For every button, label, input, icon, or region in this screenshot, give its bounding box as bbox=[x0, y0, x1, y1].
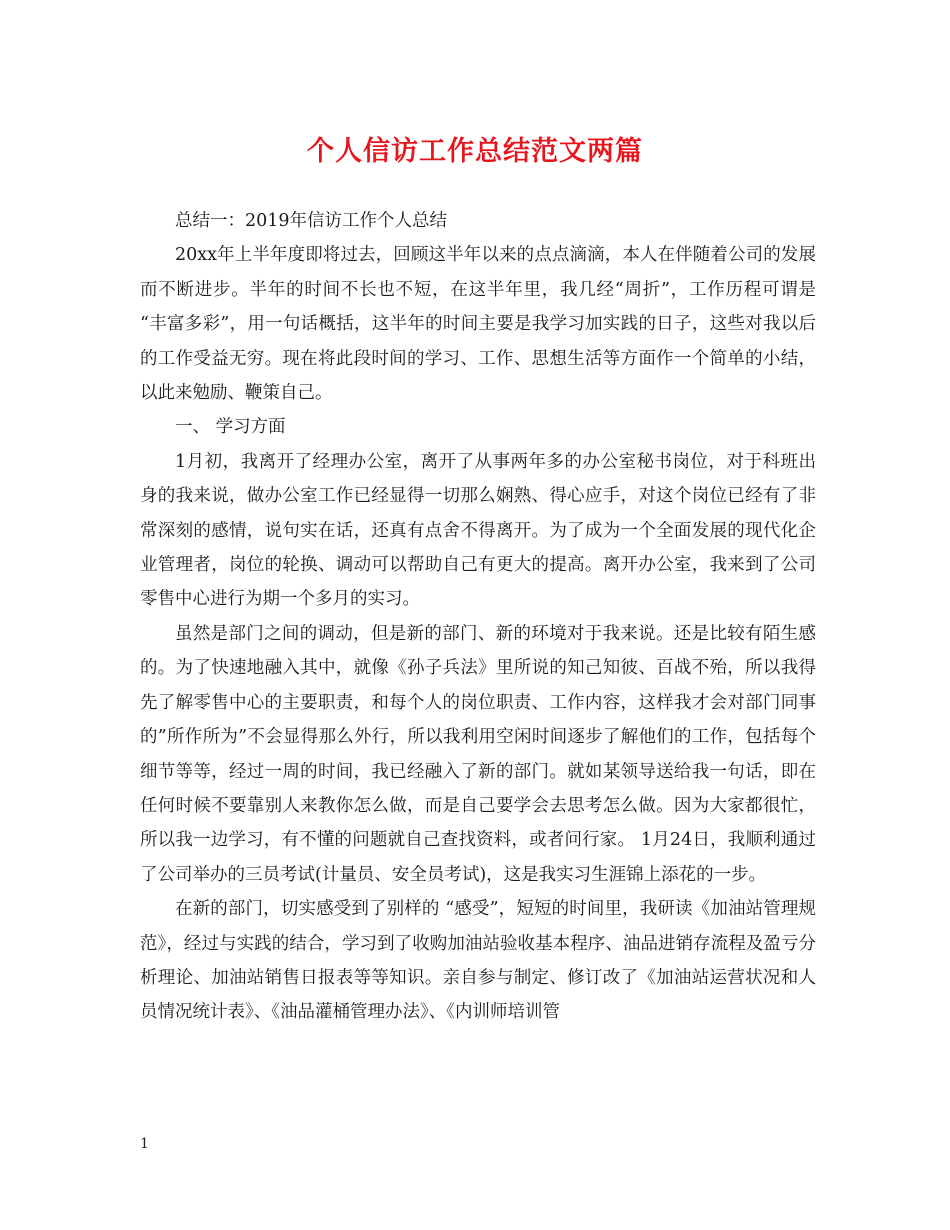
paragraph-department-transfer: 虽然是部门之间的调动，但是新的部门、新的环境对于我来说。还是比较有陌生感的。为了快速地融入其中，就像《孙子兵法》里所说的知己知彼、百战不殆，所以我得先了解零售中心的主要职责，和每个人的岗位职责、工作内容，这样我才会对部门同事的”所作所为”不会显得那么外行，所以我利用空闲时间逐步了解他们的工作，包括每个细节等等，经过一周的时间，我已经融入了新的部门。就如某领导送给我一句话，即在任何时候不要靠别人来教你怎么做，而是自己要学会去思考怎么做。因为大家都很忙，所以我一边学习，有不懂的问题就自己查找资料，或者问行家。 1月24日，我顺利通过了公司举办的三员考试(计量员、安全员考试)，这是我实习生涯锦上添花的一步。 bbox=[140, 623, 816, 885]
section-heading-summary-one: 总结一：2019年信访工作个人总结 bbox=[175, 211, 448, 231]
paragraph-january: 1月初，我离开了经理办公室，离开了从事两年多的办公室秘书岗位，对于科班出身的我来说，做办公室工作已经显得一切那么娴熟、得心应手，对这个岗位已经有了非常深刻的感情，说句实在话，还真有点舍不得离开。为了成为一个全面发展的现代化企业管理者，岗位的轮换、调动可以帮助自己有更大的提高。离开办公室，我来到了公司零售中心进行为期一个多月的实习。 bbox=[140, 451, 816, 610]
section-heading-study: 一、 学习方面 bbox=[175, 417, 286, 438]
page-number: 1 bbox=[140, 1136, 149, 1152]
document-title: 个人信访工作总结范文两篇 bbox=[307, 136, 643, 167]
document-body bbox=[140, 204, 816, 1030]
paragraph-intro: 20xx年上半年度即将过去，回顾这半年以来的点点滴滴，本人在伴随着公司的发展而不断进步。半年的时间不长也不短，在这半年里，我几经“周折”，工作历程可谓是 “丰富多彩”，用一句话概括，这半年的时间主要是我学习加实践的日子，这些对我以后的工作受益无穷。现在将此段时间的学习、工作、思想生活等方面作一个简单的小结，以此来勉励、鞭策自己。 bbox=[140, 245, 816, 404]
paragraph-new-department: 在新的部门，切实感受到了别样的 “感受”，短短的时间里，我研读《加油站管理规范》，经过与实践的结合，学习到了收购加油站验收基本程序、油品进销存流程及盈亏分析理论、加油站销售日报表等等知识。亲自参与制定、修订改了《加油站运营状况和人员情况统计表》、《油品灌桶管理办法》、《内训师培训管 bbox=[140, 899, 816, 1023]
